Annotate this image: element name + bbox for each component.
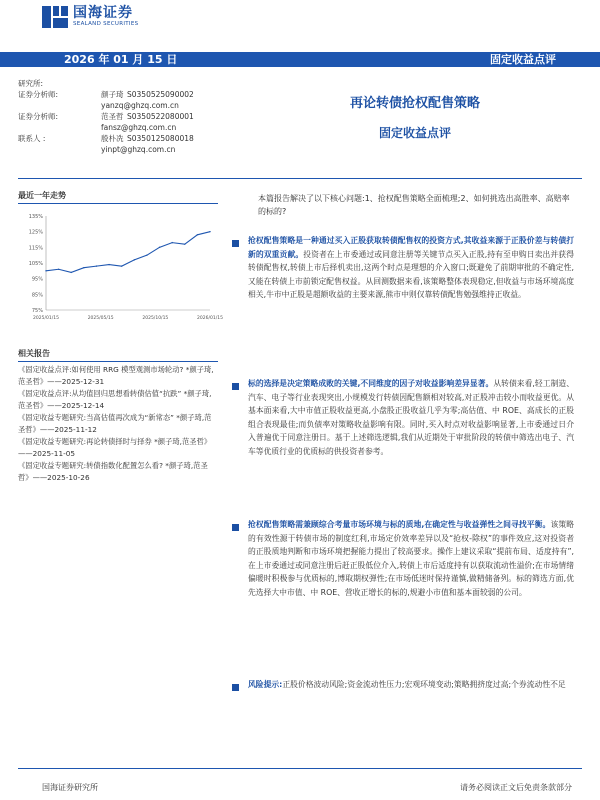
report-title: 再论转债抢权配售策略 xyxy=(349,96,480,111)
data-point xyxy=(171,242,172,243)
data-point xyxy=(96,265,97,266)
x-tick-label: 2025/01/15 xyxy=(33,316,59,321)
related-report-item[interactable]: 《固定收益专题研究:当高估值再次成为“新常态” *颜子琦,范圣哲》——2025-11-12 xyxy=(18,413,212,434)
point-lead: 抢权配售策略是一种通过买入正股获取转债配售权的投资方式,其收益来源于正股价差与转债打新的双重贡献。 xyxy=(248,236,574,259)
analyst-email[interactable]: fansz@ghzq.com.cn xyxy=(101,123,177,132)
key-point-2 xyxy=(232,377,574,459)
intro-paragraph: 本篇报告解决了以下核心问题:1、抢权配售策略全面梳理;2、如何挑选出高胜率、高赔率的标的? xyxy=(258,194,570,216)
institute-label: 研究所: xyxy=(18,79,44,88)
point-text: 投资者在上市委通过或同意注册等关键节点买入正股,持有至申购日卖出并获得转债配售权,转债上市后择机卖出,这两个时点是理想的介入窗口;既避免了前期审批的不确定性,又能在转债上市前锁定配售权益。从回测数据来看,该策略整体表现稳定,但收益与市场环境高度相关,牛市中正股是超额收益的主要来源,熊市中则仅靠转债配售勉强维持正收益。 xyxy=(248,249,574,300)
analyst-name: 范圣哲 xyxy=(101,112,124,121)
x-tick-label: 2025/05/15 xyxy=(87,316,114,321)
data-point xyxy=(134,259,135,260)
x-tick-label: 2026/01/15 xyxy=(197,316,223,321)
report-date: 2026 年 01 月 15 日 xyxy=(64,53,178,66)
contact-name: 殷朴冼 xyxy=(101,134,124,143)
y-tick-label: 125% xyxy=(28,229,43,236)
series-line xyxy=(46,232,210,273)
related-heading: 相关报告 xyxy=(18,349,50,358)
trend-chart-svg xyxy=(20,210,223,330)
data-point xyxy=(45,270,46,271)
related-report-item[interactable]: 《固定收益专题研究:再论转债择时与择券 *颜子琦,范圣哲》——2025-11-05 xyxy=(18,437,212,458)
analyst-email[interactable]: yanzq@ghzq.com.cn xyxy=(101,101,179,110)
x-tick-label: 2025/10/15 xyxy=(142,316,169,321)
data-point xyxy=(159,247,160,248)
divider xyxy=(18,178,582,179)
related-report-item[interactable]: 《固定收益点评:从均值回归思想看转债估值“抗跌” *颜子琦,范圣哲》——2025-12-14 xyxy=(18,389,212,410)
data-point xyxy=(58,269,59,270)
data-point xyxy=(71,272,72,273)
analyst-block xyxy=(18,78,238,155)
risk-warning xyxy=(232,678,574,692)
analyst-role: 证券分析师: xyxy=(18,112,59,121)
point-lead: 抢权配售策略需兼顾综合考量市场环境与标的质地,在确定性与收益弹性之间寻找平衡。 xyxy=(248,520,551,529)
logo-cn: 国海证券 xyxy=(73,5,133,21)
logo-icon xyxy=(42,6,68,28)
data-point xyxy=(108,264,109,265)
footer-institute: 国海证券研究所 xyxy=(42,783,98,792)
data-point xyxy=(121,265,122,266)
point-text: 该策略的有效性源于转债市场的制度红利,市场定价效率差异以及“抢权-除权”的事件效应,这对投资者的正股质地判断和市场环境把握能力提出了较高要求。操作上建议采取“提前布局、适度持有”,在上市委通过或同意注册后赶正股低位介入,转债上市后适度持有以获取流动性溢价;在市场情绪偏暖时积极参与优质标的,博取期权弹性;在市场低迷时保持谨慎,做精储备列。标的筛选方面,优先选择大中市值、中 ROE、营收正增长的标的,规避小市值和基本面较弱的公司。 xyxy=(248,520,574,597)
related-report-item[interactable]: 《固定收益专题研究:转债指数化配置怎么看? *颜子琦,范圣哲》——2025-10-26 xyxy=(18,461,208,482)
data-point xyxy=(184,244,185,245)
risk-lead: 风险提示: xyxy=(248,680,283,689)
report-subtitle: 固定收益点评 xyxy=(378,126,451,140)
risk-text: 正股价格波动风险;资金流动性压力;宏观环境变动;策略拥挤度过高;个券流动性不足 xyxy=(282,680,566,689)
related-reports-list xyxy=(18,364,218,484)
report-category: 固定收益点评 xyxy=(490,53,556,66)
analyst-name: 颜子琦 xyxy=(101,90,124,99)
y-tick-label: 135% xyxy=(28,214,43,220)
trend-chart xyxy=(20,210,223,330)
point-lead: 标的选择是决定策略成败的关键,不同维度的因子对收益影响差异显著。 xyxy=(248,379,494,388)
key-point-3 xyxy=(232,518,574,600)
analyst-cert: S0350522080001 xyxy=(127,112,194,121)
logo-en: SEALAND SECURITIES xyxy=(73,21,139,27)
footer-divider xyxy=(18,768,582,769)
analyst-cert: S0350525090002 xyxy=(127,90,194,99)
footer-disclaimer[interactable]: 请务必阅读正文后免责条款部分 xyxy=(460,783,572,792)
y-tick-label: 95% xyxy=(31,276,43,283)
company-logo xyxy=(42,6,138,28)
y-tick-label: 85% xyxy=(31,292,43,299)
trend-heading: 最近一年走势 xyxy=(18,191,66,200)
contact-role: 联系人 : xyxy=(18,134,46,143)
data-point xyxy=(83,267,84,268)
header-bar xyxy=(0,52,600,67)
contact-cert: S0350125080018 xyxy=(127,134,194,143)
key-point-1 xyxy=(232,234,574,302)
trend-divider xyxy=(18,203,218,204)
data-point xyxy=(209,231,210,232)
data-point xyxy=(146,254,147,255)
analyst-role: 证券分析师: xyxy=(18,90,59,99)
related-report-item[interactable]: 《固定收益点评:如何使用 RRG 模型观测市场轮动? *颜子琦,范圣哲》——2025-12-31 xyxy=(18,365,214,386)
contact-email[interactable]: yinpt@ghzq.com.cn xyxy=(101,145,176,154)
data-point xyxy=(197,234,198,235)
point-text: 从转债来看,轻工制造、汽车、电子等行业表现突出,小规模发行转债因配售额相对较高,对正股冲击较小而收益更优。从基本面来看,大中市值正股收益更高,小盘股正股收益几乎为零;高估值、中 ROE、高成长的正股组合表现最佳;而负债率对策略收益影响有限。同时,买入时点对收益影响显著,上市委通过日介入普遍优于同意注册日。基于上述筛选逻辑,我们从近期处于审批阶段的转债中筛选出电子、汽车等优质行业的优质标的供投资者参考。 xyxy=(248,379,574,456)
y-tick-label: 105% xyxy=(28,261,43,267)
related-divider xyxy=(18,361,218,362)
y-tick-label: 115% xyxy=(28,245,43,252)
y-tick-label: 75% xyxy=(31,308,43,314)
